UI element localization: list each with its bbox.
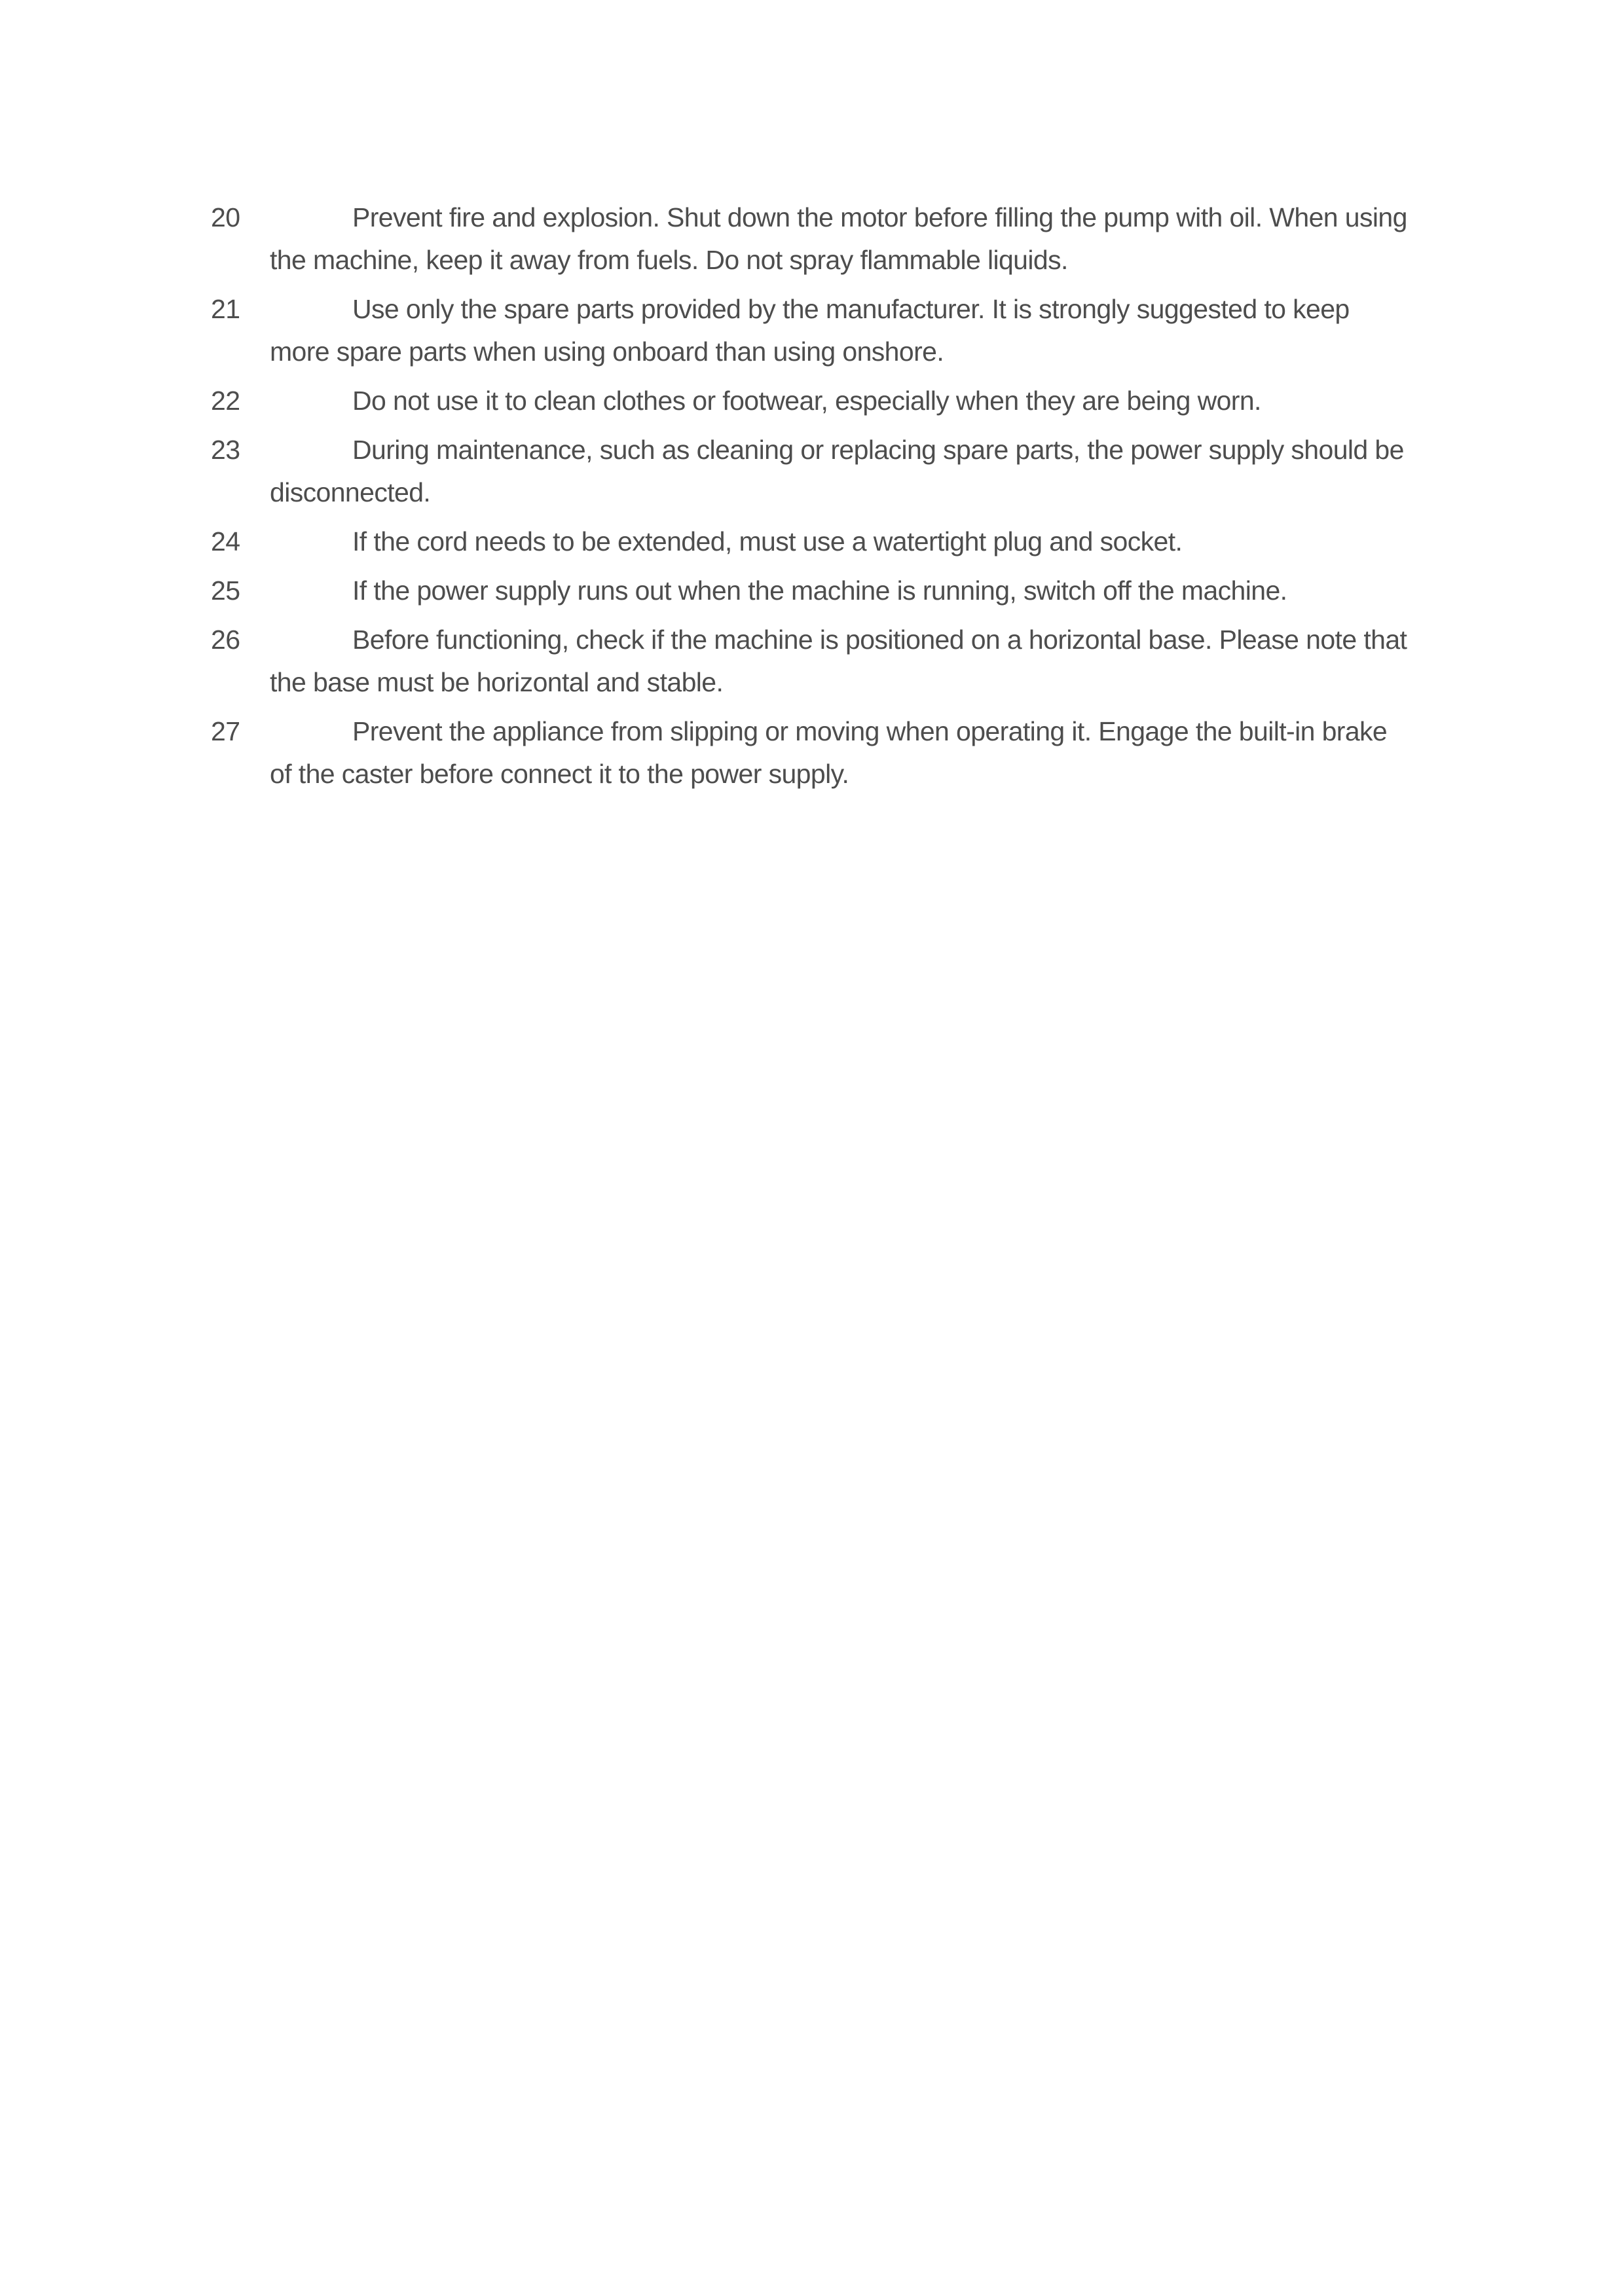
item-text: Use only the spare parts provided by the manufacturer. It is strongly suggested to keep more spare parts when using onboard than using onshore. bbox=[270, 294, 1350, 367]
list-item bbox=[211, 288, 1409, 373]
item-number: 26 bbox=[211, 625, 240, 655]
item-number: 22 bbox=[211, 386, 240, 416]
item-text: Prevent fire and explosion. Shut down the motor before filling the pump with oil. When using the machine, keep it away from fuels. Do not spray flammable liquids. bbox=[270, 202, 1407, 275]
item-text: Before functioning, check if the machine is positioned on a horizontal base. Please note that the base must be horizontal and stable. bbox=[270, 625, 1407, 697]
numbered-list bbox=[211, 196, 1409, 802]
list-item bbox=[211, 429, 1409, 514]
item-text: Prevent the appliance from slipping or moving when operating it. Engage the built-in brake of the caster before connect it to the power supply. bbox=[270, 716, 1388, 789]
item-text: If the power supply runs out when the machine is running, switch off the machine. bbox=[352, 575, 1287, 606]
item-number: 23 bbox=[211, 435, 240, 465]
item-number: 27 bbox=[211, 716, 240, 746]
list-item bbox=[211, 710, 1409, 795]
item-number: 24 bbox=[211, 526, 240, 556]
item-text: Do not use it to clean clothes or footwear, especially when they are being worn. bbox=[352, 386, 1261, 416]
list-item bbox=[211, 520, 1409, 563]
item-number: 25 bbox=[211, 575, 240, 606]
list-item bbox=[211, 380, 1409, 422]
list-item bbox=[211, 196, 1409, 282]
item-number: 21 bbox=[211, 294, 240, 324]
item-number: 20 bbox=[211, 202, 240, 232]
item-text: If the cord needs to be extended, must use a watertight plug and socket. bbox=[352, 526, 1183, 556]
list-item bbox=[211, 619, 1409, 704]
list-item bbox=[211, 570, 1409, 612]
item-text: During maintenance, such as cleaning or replacing spare parts, the power supply should be disconnected. bbox=[270, 435, 1404, 507]
